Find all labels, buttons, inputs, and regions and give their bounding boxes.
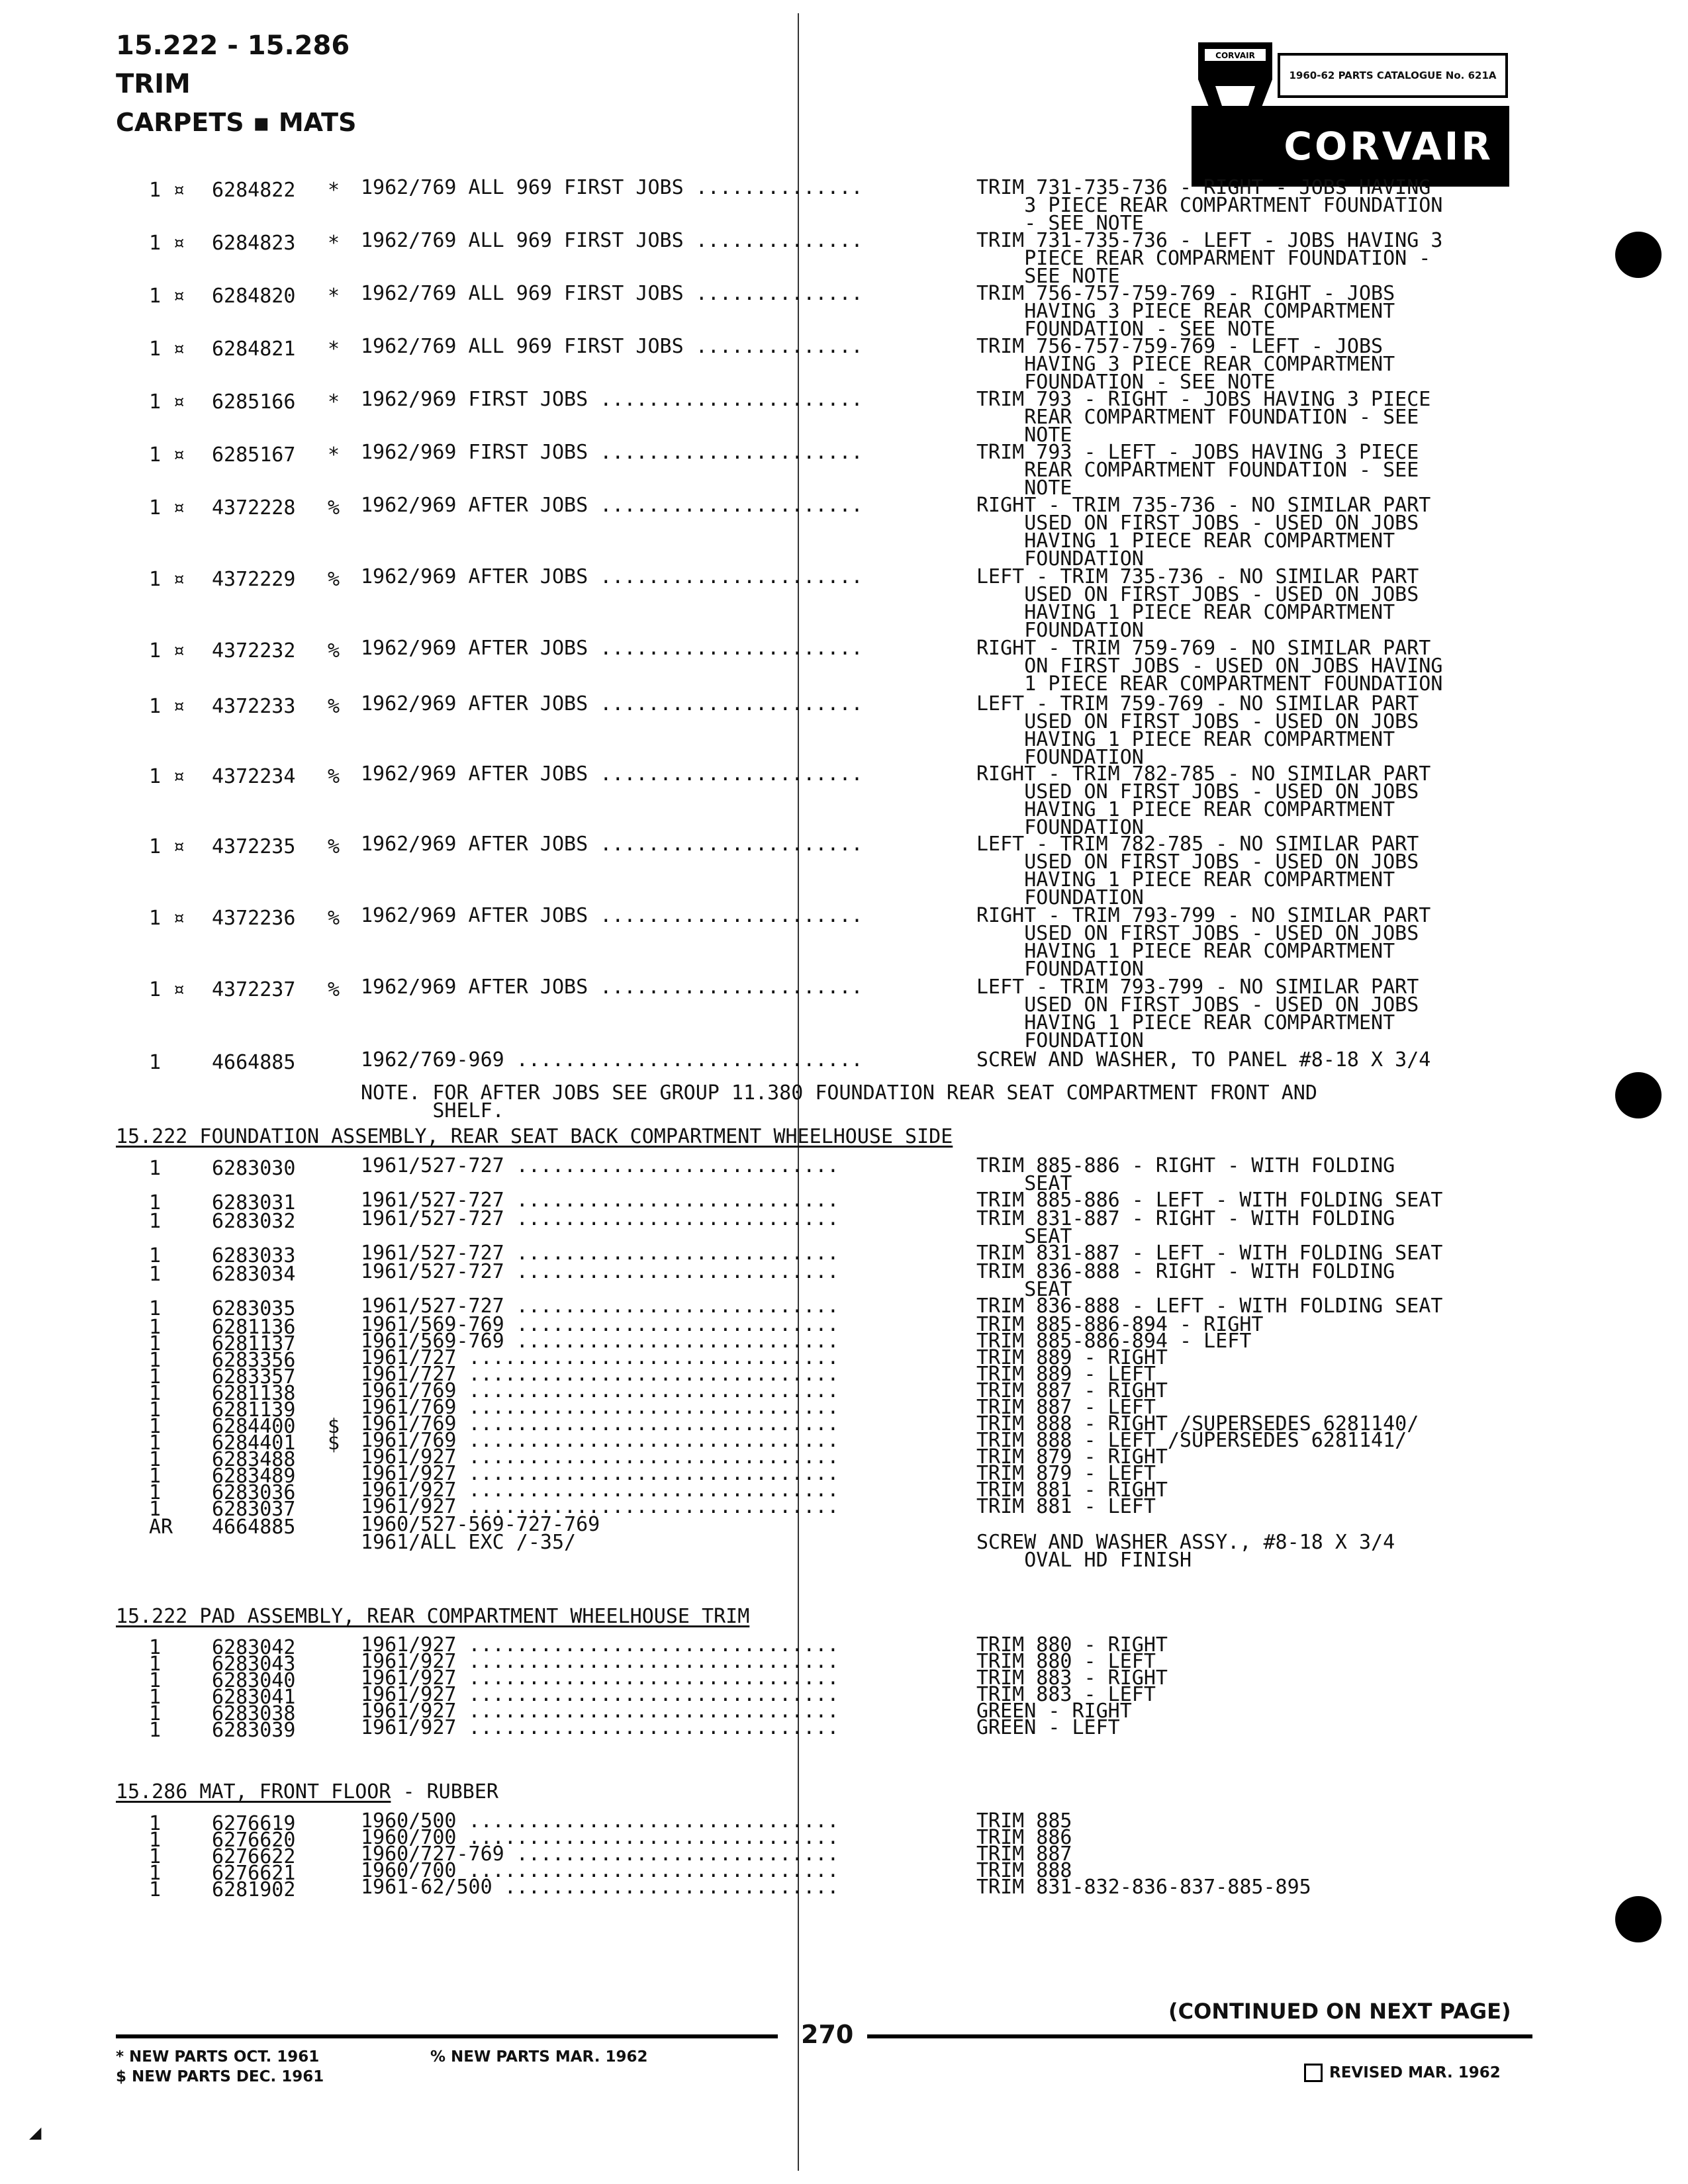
application-cell: 1962/969 FIRST JOBS ...................... <box>361 441 863 464</box>
description-cell: GREEN - RIGHT <box>976 1700 1132 1723</box>
application-cell: 1961/927 ............................... <box>361 1683 839 1706</box>
section-title: 15.286 MAT, FRONT FLOOR <box>116 1780 391 1803</box>
description-cell: TRIM 885 <box>976 1809 1072 1833</box>
part-number-cell: 6283033 <box>212 1244 296 1267</box>
quantity-cell: 1 <box>149 1382 162 1405</box>
application-cell: 1961/927 ............................... <box>361 1462 839 1485</box>
application-cell: 1962/769-969 ............................. <box>361 1048 863 1071</box>
quantity-cell: 1 ¤ <box>149 907 185 930</box>
quantity-cell: 1 <box>149 1498 162 1521</box>
part-number-cell: 6281137 <box>212 1332 296 1355</box>
description-cell: TRIM 836-888 - LEFT - WITH FOLDING SEAT <box>976 1295 1443 1318</box>
description-cell: TRIM 836-888 - RIGHT - WITH FOLDING SEAT <box>976 1260 1395 1301</box>
footnote-mark: * <box>328 285 340 308</box>
part-number-cell: 6283043 <box>212 1653 296 1676</box>
quantity-cell: 1 <box>149 1702 162 1725</box>
footer-rule-left <box>116 2034 778 2038</box>
application-cell: 1960/700 ............................... <box>361 1859 839 1882</box>
part-number-cell: 6283489 <box>212 1465 296 1488</box>
part-number-cell: 6283037 <box>212 1498 296 1521</box>
footnote-mark: % <box>328 765 340 788</box>
footnote-mark: * <box>328 443 340 467</box>
quantity-cell: 1 <box>149 1653 162 1676</box>
description-cell: TRIM 889 - RIGHT <box>976 1346 1168 1369</box>
description-cell: TRIM 831-832-836-837-885-895 <box>976 1876 1311 1899</box>
description-cell: TRIM 831-887 - RIGHT - WITH FOLDING SEAT <box>976 1207 1395 1248</box>
description-cell: TRIM 879 - LEFT <box>976 1462 1156 1485</box>
description-cell: TRIM 880 - RIGHT <box>976 1633 1168 1657</box>
quantity-cell: 1 <box>149 1448 162 1471</box>
description-cell: LEFT - TRIM 782-785 - NO SIMILAR PART USED ON FIRST JOBS - USED ON JOBS HAVING 1 PIECE REAR COMPARTMENT FOUNDATION <box>976 833 1419 909</box>
application-cell: 1961/527-727 ........................... <box>361 1154 839 1177</box>
quantity-cell: 1 ¤ <box>149 285 185 308</box>
application-cell: 1961/727 ............................... <box>361 1363 839 1386</box>
description-cell: TRIM 887 - RIGHT <box>976 1379 1168 1402</box>
application-cell: 1960/727-769 ........................... <box>361 1843 839 1866</box>
part-number-cell: 4372228 <box>212 496 296 520</box>
description-cell: TRIM 883 - LEFT <box>976 1683 1156 1706</box>
quantity-cell: 1 <box>149 1878 162 1901</box>
footnote-mark: $ <box>328 1415 340 1438</box>
part-number-cell: 4372236 <box>212 907 296 930</box>
catalogue-label: 1960-62 PARTS CATALOGUE No. 621A <box>1278 53 1508 98</box>
footnote-mark: % <box>328 835 340 858</box>
description-cell: TRIM 831-887 - LEFT - WITH FOLDING SEAT <box>976 1242 1443 1265</box>
part-number-cell: 6283357 <box>212 1365 296 1388</box>
quantity-cell: 1 ¤ <box>149 978 185 1001</box>
revision-stamp <box>1304 2064 1501 2082</box>
footnote-mark: $ <box>328 1432 340 1455</box>
quantity-cell: 1 ¤ <box>149 496 185 520</box>
quantity-cell: 1 ¤ <box>149 835 185 858</box>
description-cell: LEFT - TRIM 735-736 - NO SIMILAR PART USED ON FIRST JOBS - USED ON JOBS HAVING 1 PIECE REAR COMPARTMENT FOUNDATION <box>976 565 1419 642</box>
part-number-cell: 6283039 <box>212 1719 296 1742</box>
description-cell: TRIM 886 <box>976 1826 1072 1849</box>
quantity-cell: 1 <box>149 1719 162 1742</box>
part-number-cell: 6283356 <box>212 1349 296 1372</box>
corner-arrow-icon: ◢ <box>29 2123 42 2142</box>
footnote-mark: % <box>328 907 340 930</box>
section-subtitle: - RUBBER <box>391 1780 498 1803</box>
description-cell: TRIM 731-735-736 - LEFT - JOBS HAVING 3 PIECE REAR COMPARMENT FOUNDATION - SEE NOTE <box>976 229 1443 288</box>
application-cell: 1961/769 ............................... <box>361 1412 839 1435</box>
quantity-cell: 1 <box>149 1829 162 1852</box>
part-number-cell: 6284820 <box>212 285 296 308</box>
part-number-cell: 6285167 <box>212 443 296 467</box>
description-cell: TRIM 888 - RIGHT /SUPERSEDES 6281140/ <box>976 1412 1419 1435</box>
binder-hole <box>1615 232 1662 278</box>
part-number-cell: 4664885 <box>212 1516 296 1539</box>
quantity-cell: 1 <box>149 1686 162 1709</box>
quantity-cell: 1 <box>149 1845 162 1868</box>
quantity-cell: 1 ¤ <box>149 179 185 202</box>
application-cell: 1961/927 ............................... <box>361 1495 839 1518</box>
part-number-cell: 6281138 <box>212 1382 296 1405</box>
binder-hole <box>1615 1072 1662 1118</box>
application-cell: 1961/927 ............................... <box>361 1716 839 1739</box>
quantity-cell: 1 ¤ <box>149 443 185 467</box>
description-cell: TRIM 885-886-894 - RIGHT <box>976 1313 1264 1336</box>
description-cell: TRIM 793 - RIGHT - JOBS HAVING 3 PIECE REAR COMPARTMENT FOUNDATION - SEE NOTE <box>976 388 1431 447</box>
section-heading-mat <box>116 1780 498 1803</box>
footer-rule-right <box>867 2034 1532 2038</box>
footnote-mark: % <box>328 978 340 1001</box>
application-cell: 1962/969 FIRST JOBS ...................... <box>361 388 863 411</box>
quantity-cell: 1 ¤ <box>149 695 185 718</box>
application-cell: 1961/527-727 ........................... <box>361 1207 839 1230</box>
quantity-cell: 1 <box>149 1669 162 1692</box>
footnote-mark: % <box>328 496 340 520</box>
quantity-cell: 1 ¤ <box>149 390 185 414</box>
application-cell: 1960/527-569-727-769 1961/ALL EXC /-35/ <box>361 1513 600 1554</box>
description-cell: TRIM 885-886 - LEFT - WITH FOLDING SEAT <box>976 1189 1443 1212</box>
description-cell: RIGHT - TRIM 782-785 - NO SIMILAR PART USED ON FIRST JOBS - USED ON JOBS HAVING 1 PIECE REAR COMPARTMENT FOUNDATION <box>976 762 1431 839</box>
footnote-mark: % <box>328 568 340 591</box>
quantity-cell: 1 <box>149 1862 162 1885</box>
footnote-mark: % <box>328 695 340 718</box>
application-cell: 1961/927 ............................... <box>361 1479 839 1502</box>
quantity-cell: 1 ¤ <box>149 568 185 591</box>
quantity-cell: 1 ¤ <box>149 232 185 255</box>
part-number-cell: 6283041 <box>212 1686 296 1709</box>
description-cell: TRIM 881 - RIGHT <box>976 1479 1168 1502</box>
page-header <box>116 26 356 142</box>
description-cell: TRIM 887 <box>976 1843 1072 1866</box>
quantity-cell: 1 <box>149 1263 162 1286</box>
description-cell: TRIM 880 - LEFT <box>976 1650 1156 1673</box>
description-cell: TRIM 756-757-759-769 - RIGHT - JOBS HAVING 3 PIECE REAR COMPARTMENT FOUNDATION - SEE NOTE <box>976 282 1395 341</box>
group-note: NOTE. FOR AFTER JOBS SEE GROUP 11.380 FOUNDATION REAR SEAT COMPARTMENT FRONT AND SHELF. <box>361 1081 1317 1122</box>
quantity-cell: 1 <box>149 1432 162 1455</box>
quantity-cell: AR <box>149 1516 173 1539</box>
description-cell: TRIM 885-886 - RIGHT - WITH FOLDING SEAT <box>976 1154 1395 1195</box>
page-number: 270 <box>801 2020 854 2049</box>
quantity-cell: 1 <box>149 1210 162 1233</box>
quantity-cell: 1 <box>149 1812 162 1835</box>
application-cell: 1962/969 AFTER JOBS ...................... <box>361 692 863 715</box>
description-cell: TRIM 731-735-736 - RIGHT - JOBS HAVING 3 PIECE REAR COMPARTMENT FOUNDATION - SEE NOTE <box>976 176 1443 235</box>
quantity-cell: 1 <box>149 1316 162 1339</box>
application-cell: 1960/500 ............................... <box>361 1809 839 1833</box>
application-cell: 1961/769 ............................... <box>361 1379 839 1402</box>
application-cell: 1961/927 ............................... <box>361 1650 839 1673</box>
application-cell: 1961/527-727 ........................... <box>361 1189 839 1212</box>
quantity-cell: 1 <box>149 1157 162 1180</box>
quantity-cell: 1 ¤ <box>149 639 185 662</box>
description-cell: GREEN - LEFT <box>976 1716 1120 1739</box>
quantity-cell: 1 <box>149 1365 162 1388</box>
part-number-cell: 6281136 <box>212 1316 296 1339</box>
description-cell: RIGHT - TRIM 793-799 - NO SIMILAR PART USED ON FIRST JOBS - USED ON JOBS HAVING 1 PIECE REAR COMPARTMENT FOUNDATION <box>976 904 1431 981</box>
part-number-cell: 6284822 <box>212 179 296 202</box>
part-number-cell: 6281139 <box>212 1398 296 1422</box>
part-number-cell: 6284821 <box>212 338 296 361</box>
footnote-dec-1961: $ NEW PARTS DEC. 1961 <box>116 2068 324 2085</box>
quantity-cell: 1 ¤ <box>149 338 185 361</box>
application-cell: 1962/969 AFTER JOBS ...................... <box>361 976 863 999</box>
description-cell: LEFT - TRIM 759-769 - NO SIMILAR PART USED ON FIRST JOBS - USED ON JOBS HAVING 1 PIECE REAR COMPARTMENT FOUNDATION <box>976 692 1419 769</box>
corvair-logo <box>1192 40 1509 169</box>
description-cell: TRIM 756-757-759-769 - LEFT - JOBS HAVING 3 PIECE REAR COMPARTMENT FOUNDATION - SEE NOTE <box>976 335 1395 394</box>
quantity-cell: 1 <box>149 1191 162 1214</box>
part-number-cell: 6283034 <box>212 1263 296 1286</box>
part-number-cell: 6283040 <box>212 1669 296 1692</box>
application-cell: 1961/927 ............................... <box>361 1700 839 1723</box>
application-cell: 1961/769 ............................... <box>361 1396 839 1419</box>
footnote-mark: % <box>328 639 340 662</box>
group-range: 15.222 - 15.286 <box>116 30 350 61</box>
description-cell: SCREW AND WASHER ASSY., #8-18 X 3/4 OVAL HD FINISH <box>976 1531 1395 1572</box>
quantity-cell: 1 ¤ <box>149 765 185 788</box>
footnote-mark: * <box>328 390 340 414</box>
description-cell: RIGHT - TRIM 735-736 - NO SIMILAR PART USED ON FIRST JOBS - USED ON JOBS HAVING 1 PIECE REAR COMPARTMENT FOUNDATION <box>976 494 1431 570</box>
part-number-cell: 6276619 <box>212 1812 296 1835</box>
application-cell: 1961/769 ............................... <box>361 1429 839 1452</box>
revised-label: REVISED MAR. 1962 <box>1329 2064 1501 2081</box>
footnote-mark: * <box>328 232 340 255</box>
quantity-cell: 1 <box>149 1398 162 1422</box>
application-cell: 1962/969 AFTER JOBS ...................... <box>361 904 863 927</box>
section-heading-foundation: 15.222 FOUNDATION ASSEMBLY, REAR SEAT BACK COMPARTMENT WHEELHOUSE SIDE <box>116 1125 953 1148</box>
application-cell: 1962/969 AFTER JOBS ...................... <box>361 637 863 660</box>
part-number-cell: 6283032 <box>212 1210 296 1233</box>
crest-text: CORVAIR <box>1215 51 1255 60</box>
subcategory-title: CARPETS ▪ MATS <box>116 108 357 137</box>
application-cell: 1962/969 AFTER JOBS ...................... <box>361 833 863 856</box>
part-number-cell: 4372235 <box>212 835 296 858</box>
part-number-cell: 6283036 <box>212 1481 296 1504</box>
application-cell: 1961/927 ............................... <box>361 1666 839 1690</box>
continued-notice: (CONTINUED ON NEXT PAGE) <box>1168 1999 1511 2024</box>
quantity-cell: 1 <box>149 1465 162 1488</box>
part-number-cell: 6283042 <box>212 1636 296 1659</box>
description-cell: TRIM 888 <box>976 1859 1072 1882</box>
description-cell: SCREW AND WASHER, TO PANEL #8-18 X 3/4 <box>976 1048 1431 1071</box>
application-cell: 1962/769 ALL 969 FIRST JOBS .............. <box>361 335 863 358</box>
application-cell: 1962/769 ALL 969 FIRST JOBS .............. <box>361 229 863 252</box>
description-cell: TRIM 889 - LEFT <box>976 1363 1156 1386</box>
part-number-cell: 6276621 <box>212 1862 296 1885</box>
checkbox-icon <box>1304 2064 1323 2082</box>
binder-hole <box>1615 1896 1662 1942</box>
description-cell: RIGHT - TRIM 759-769 - NO SIMILAR PART ON FIRST JOBS - USED ON JOBS HAVING 1 PIECE REAR COMPARTMENT FOUNDATION <box>976 637 1443 696</box>
description-cell: TRIM 881 - LEFT <box>976 1495 1156 1518</box>
part-number-cell: 6285166 <box>212 390 296 414</box>
application-cell: 1961/527-727 ........................... <box>361 1295 839 1318</box>
application-cell: 1962/969 AFTER JOBS ...................... <box>361 494 863 517</box>
part-number-cell: 6283030 <box>212 1157 296 1180</box>
application-cell: 1962/769 ALL 969 FIRST JOBS .............. <box>361 176 863 199</box>
quantity-cell: 1 <box>149 1244 162 1267</box>
quantity-cell: 1 <box>149 1415 162 1438</box>
brand-name: CORVAIR <box>1192 106 1509 187</box>
section-heading-pad: 15.222 PAD ASSEMBLY, REAR COMPARTMENT WHEELHOUSE TRIM <box>116 1605 750 1628</box>
part-number-cell: 4372229 <box>212 568 296 591</box>
description-cell: TRIM 887 - LEFT <box>976 1396 1156 1419</box>
description-cell: LEFT - TRIM 793-799 - NO SIMILAR PART USED ON FIRST JOBS - USED ON JOBS HAVING 1 PIECE REAR COMPARTMENT FOUNDATION <box>976 976 1419 1052</box>
part-number-cell: 4372232 <box>212 639 296 662</box>
part-number-cell: 4372237 <box>212 978 296 1001</box>
footnote-oct-1961: * NEW PARTS OCT. 1961 <box>116 2048 320 2066</box>
part-number-cell: 6283038 <box>212 1702 296 1725</box>
category-title: TRIM <box>116 69 191 99</box>
application-cell: 1961/527-727 ........................... <box>361 1260 839 1283</box>
part-number-cell: 4372233 <box>212 695 296 718</box>
part-number-cell: 6283488 <box>212 1448 296 1471</box>
description-cell: TRIM 879 - RIGHT <box>976 1445 1168 1469</box>
quantity-cell: 1 <box>149 1636 162 1659</box>
part-number-cell: 6283035 <box>212 1297 296 1320</box>
application-cell: 1961/727 ............................... <box>361 1346 839 1369</box>
application-cell: 1960/700 ............................... <box>361 1826 839 1849</box>
footnote-mark: * <box>328 338 340 361</box>
application-cell: 1962/969 AFTER JOBS ...................... <box>361 762 863 786</box>
part-number-cell: 6284400 <box>212 1415 296 1438</box>
description-cell: TRIM 885-886-894 - LEFT <box>976 1330 1252 1353</box>
quantity-cell: 1 <box>149 1481 162 1504</box>
application-cell: 1961/927 ............................... <box>361 1445 839 1469</box>
quantity-cell: 1 <box>149 1332 162 1355</box>
quantity-cell: 1 <box>149 1349 162 1372</box>
description-cell: TRIM 883 - RIGHT <box>976 1666 1168 1690</box>
application-cell: 1961/527-727 ........................... <box>361 1242 839 1265</box>
part-number-cell: 6276622 <box>212 1845 296 1868</box>
part-number-cell: 4372234 <box>212 765 296 788</box>
application-cell: 1961/927 ............................... <box>361 1633 839 1657</box>
quantity-cell: 1 <box>149 1297 162 1320</box>
part-number-cell: 4664885 <box>212 1051 296 1074</box>
description-cell: TRIM 888 - LEFT /SUPERSEDES 6281141/ <box>976 1429 1407 1452</box>
description-cell: TRIM 793 - LEFT - JOBS HAVING 3 PIECE REAR COMPARTMENT FOUNDATION - SEE NOTE <box>976 441 1419 500</box>
application-cell: 1962/769 ALL 969 FIRST JOBS .............. <box>361 282 863 305</box>
part-number-cell: 6284401 <box>212 1432 296 1455</box>
application-cell: 1961-62/500 ............................ <box>361 1876 839 1899</box>
footnote-mark: * <box>328 179 340 202</box>
footnote-mar-1962: % NEW PARTS MAR. 1962 <box>430 2048 648 2066</box>
application-cell: 1961/569-769 ........................... <box>361 1313 839 1336</box>
part-number-cell: 6283031 <box>212 1191 296 1214</box>
part-number-cell: 6284823 <box>212 232 296 255</box>
application-cell: 1961/569-769 ........................... <box>361 1330 839 1353</box>
quantity-cell: 1 <box>149 1051 162 1074</box>
part-number-cell: 6276620 <box>212 1829 296 1852</box>
application-cell: 1962/969 AFTER JOBS ...................... <box>361 565 863 588</box>
part-number-cell: 6281902 <box>212 1878 296 1901</box>
